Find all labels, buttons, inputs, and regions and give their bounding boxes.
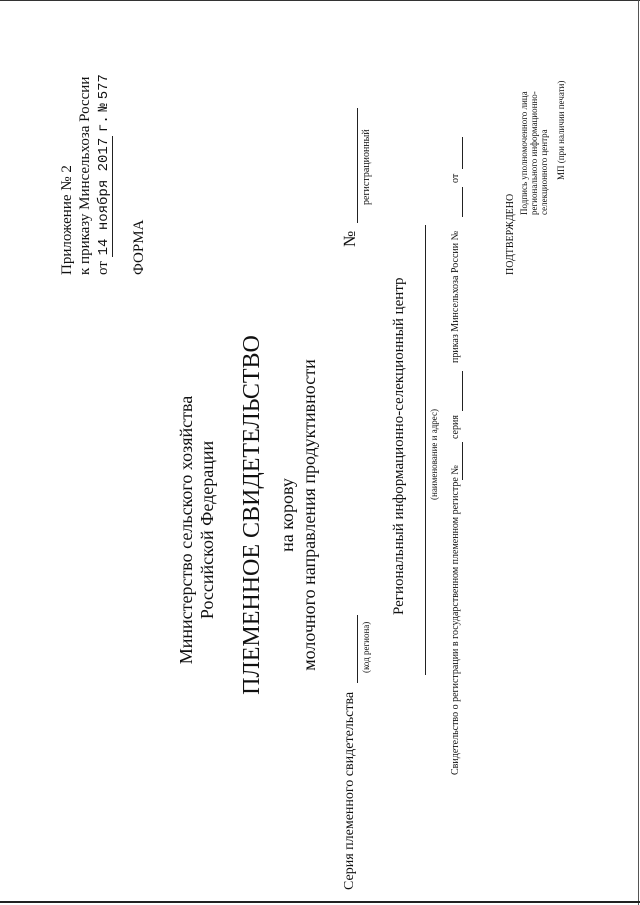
document-title: ПЛЕМЕННОЕ СВИДЕТЕЛЬСТВО xyxy=(239,335,265,695)
appendix-date-line xyxy=(96,74,111,275)
approval-signature-line-1: Подпись уполномоченного лица xyxy=(519,91,529,215)
regional-center-line xyxy=(425,225,426,675)
certificate-order-line xyxy=(462,187,463,217)
regional-center-caption: (наименование и адрес) xyxy=(429,409,439,500)
certificate-text-series: серия xyxy=(450,415,461,439)
appendix-order-ref: к приказу Минсельхоза России xyxy=(77,76,93,275)
approval-label: ПОДТВЕРЖДЕНО xyxy=(505,193,516,275)
appendix-date-suffix: г. xyxy=(96,115,112,133)
certificate-series-line xyxy=(462,371,463,411)
appendix-number-label: № xyxy=(96,103,112,112)
approval-stamp-note: МП (при наличии печати) xyxy=(556,80,566,180)
appendix-number-value: 577 xyxy=(96,74,112,100)
certificate-number-line xyxy=(462,442,463,480)
appendix-number: Приложение № 2 xyxy=(59,165,75,275)
approval-signature-line-3: селекционного центра xyxy=(539,129,549,215)
certificate-text-from: от xyxy=(450,173,461,183)
certificate-text-registry: Свидетельство о регистрации в государственном племенном регистре № xyxy=(450,465,461,775)
series-caption: (код региона) xyxy=(361,621,371,673)
form-label: ФОРМА xyxy=(131,219,147,275)
regional-center-name: Региональный информационно-селекционный центр xyxy=(391,277,407,615)
appendix-date-value: 14 ноября 2017 xyxy=(96,137,112,256)
certificate-date-line xyxy=(462,137,463,169)
approval-signature-line-2: регионального информационно- xyxy=(529,91,539,215)
ministry-line-1: Министерство сельского хозяйства xyxy=(176,395,196,665)
registration-number-caption: регистрационный xyxy=(361,129,372,205)
series-label: Серия племенного свидетельства xyxy=(342,691,357,890)
document-subtitle-1: на корову xyxy=(277,478,297,552)
series-line xyxy=(357,615,358,683)
document-subtitle-2: молочного направления продуктивности xyxy=(299,359,319,671)
ministry-line-2: Российской Федерации xyxy=(197,440,217,620)
registration-number-label: № xyxy=(340,230,359,247)
registration-number-line xyxy=(357,108,358,223)
appendix-date-prefix: от xyxy=(95,261,111,275)
certificate-text-order: приказ Минсельхоза России № xyxy=(450,230,461,363)
